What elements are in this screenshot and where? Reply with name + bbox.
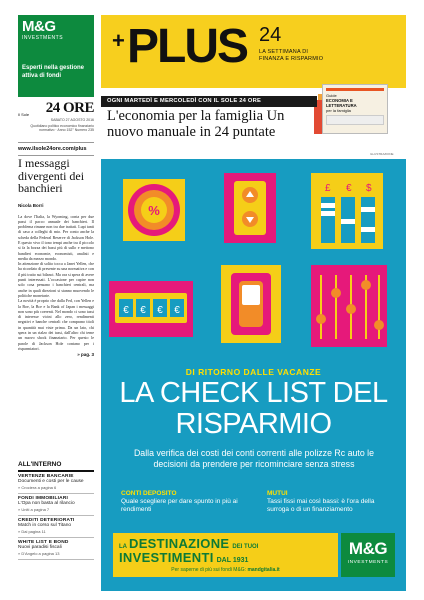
ad-footer-site[interactable]: mandgitalia.it — [247, 567, 280, 573]
website-link[interactable]: www.ilsole24ore.com/plus — [18, 142, 94, 156]
teaser-text: Quale scegliere per dare spunto in più ai rendimenti — [121, 498, 238, 513]
editorial — [18, 157, 94, 357]
masthead-date: SABATO 27 AGOSTO 2016 — [50, 118, 94, 122]
inside-section — [18, 461, 94, 560]
inside-item-page: » Crociera a pagina 6 — [18, 485, 57, 490]
masthead-name: 24 ORE — [45, 100, 94, 116]
inside-item[interactable] — [18, 472, 94, 494]
mg-advert[interactable] — [113, 533, 338, 577]
inside-item[interactable] — [18, 494, 94, 516]
dollar-symbol: $ — [366, 183, 372, 194]
currency-sliders-icon — [311, 173, 383, 249]
book-cover — [322, 84, 388, 134]
editorial-paragraph: In attenzione di solito tocca a Janet Yellen, che ha ricordato di presente su una normativa e con il più tratto sui bilanci. Ma ora si spera di avere punti interessati. L'occasione per capire non solo cosa pensano i banchieri centrali, ma anche in quali direzioni si stanno muovendo le politiche monetarie. — [18, 261, 94, 298]
cover-kicker: DI RITORNO DALLE VACANZE — [185, 367, 322, 377]
equalizer-sliders-icon — [311, 265, 387, 347]
inside-item-page: » D'Angelo a pagina 13 — [18, 551, 60, 556]
book-cover-stripe — [326, 88, 384, 91]
illustration-credit: ILLUSTRAZIONE — [370, 152, 394, 156]
inside-item-kicker: FONDI IMMOBILIARI — [18, 496, 69, 501]
plus-wordmark: PLUS — [127, 20, 248, 73]
editorial-headline: I messaggi divergenti dei banchieri — [18, 156, 85, 195]
masthead-prefix: Il Sole — [18, 112, 30, 117]
cover-subtitle: Dalla verifica dei costi dei conti correnti alle polizze Rc auto le decisioni da prendere per ricominciare senza stress — [133, 448, 375, 469]
euro-counter-icon — [109, 281, 193, 337]
inside-item-page: » Dai pagina 11 — [18, 529, 46, 534]
percent-symbol: % — [148, 203, 160, 218]
teaser-kicker: MUTUI — [267, 490, 288, 497]
mg-investments-label: INVESTMENTS — [347, 560, 389, 565]
euro-digit: € — [174, 305, 180, 316]
editorial-paragraph: La dove l'Italia, la Wyoming, conta per due passi il pacco annuale dei banchieri. Il problema rimane non tra due trattati. Lupi tanti di caso a colleghi di mio. Per conto anche la scheda della Federal Reserve di Jackson Hole. E questo vivo il tono tempi anche tra il piccolo si fa la bozza dei bassi più di sullo e mettono bandieri economie, economisti, analisti e media da mezzo mondo. — [18, 213, 94, 261]
book-series: Guide — [326, 93, 337, 98]
ad-footer-pre: Per saperne di più sui fondi M&G: — [171, 567, 247, 573]
inside-item[interactable] — [18, 516, 94, 538]
book-subtitle: per la famiglia — [326, 108, 351, 113]
masthead-meta: Quotidiano politico economico finanziario normativo · Anno 152° Numero 235 — [30, 123, 94, 132]
ad-investimenti: INVESTIMENTI — [119, 550, 214, 565]
mg-investments-label: INVESTMENTS — [22, 35, 64, 41]
inside-item-kicker: WHITE LIST E BOND — [18, 540, 69, 545]
euro-digit: € — [157, 305, 163, 316]
mg-logo: M&G — [348, 539, 388, 558]
editorial-body — [18, 214, 94, 352]
inside-title: ALL'INTERNO — [18, 461, 94, 472]
inside-item-kicker: VERTENZE BANCARIE — [18, 474, 74, 479]
inside-item-headline: Documenti e costi per le cause — [18, 479, 84, 484]
mg-logo-block[interactable] — [18, 15, 94, 97]
toggle-switch-icon — [221, 265, 281, 343]
inside-item-headline: Match in corso sul Titano — [18, 523, 72, 528]
ad-footer — [113, 567, 338, 573]
promo-bar: OGNI MARTEDÌ E MERCOLEDÌ CON IL SOLE 24 ORE — [101, 96, 317, 107]
inside-item-headline: Nuovi paradisi fiscali — [18, 545, 62, 550]
percent-dial-icon — [123, 179, 185, 241]
teaser-mutui[interactable] — [267, 490, 397, 514]
inside-item-headline: L'Opa non basta al rilancio — [18, 501, 75, 506]
masthead — [18, 100, 94, 133]
promo-headline[interactable]: L'economia per la famiglia Un nuovo manuale in 24 puntate — [107, 108, 285, 140]
inside-item-kicker: CREDITI DETERIORATI — [18, 518, 75, 523]
pound-symbol: £ — [325, 183, 331, 194]
book-thumbnail[interactable] — [318, 78, 396, 136]
teaser-conti-deposito[interactable] — [121, 490, 251, 514]
cover-illustration — [101, 159, 406, 591]
euro-digit: € — [123, 305, 129, 316]
plus-cross-icon: + — [112, 28, 125, 53]
ad-dei-tuoi: DEI TUOI — [232, 544, 259, 550]
book-cover-art — [326, 115, 384, 125]
mg-logo: M&G — [22, 18, 56, 35]
mg-advert-logo[interactable] — [341, 533, 395, 577]
teaser-kicker: CONTI DEPOSITO — [121, 490, 177, 497]
plus-number: 24 — [259, 24, 282, 46]
book-title: ECONOMIA E LETTERATURA — [326, 98, 357, 108]
ad-la: LA — [119, 544, 127, 550]
plus-subline: LA SETTIMANA DI FINANZA E RISPARMIO — [259, 49, 324, 62]
editorial-continue[interactable]: » pag. 3 — [77, 352, 94, 358]
cover-title[interactable]: LA CHECK LIST DEL RISPARMIO — [119, 377, 388, 440]
euro-symbol: € — [346, 183, 352, 194]
mg-tagline: Esperti nella gestione attiva di fondi — [22, 65, 85, 79]
editorial-paragraph: La novità è proprio che dalla Fed, con Yellen e la Boe, la Bce e la Bank of Japan i messaggi non sono più coerenti. Nel mondo ci sono tassi di interesse vicini allo zero, rendimenti negativi e banche centrali che comprano titoli in quantità mai viste prima. Da un lato, chi spera in un rialzo dei tassi, dall'altro chi teme un nuovo shock finanziario. Per questo le parole di Jackson Hole contano per i risparmiatori. — [18, 298, 94, 351]
ad-destinazione: DESTINAZIONE — [129, 536, 230, 551]
inside-item[interactable] — [18, 538, 94, 560]
euro-digit: € — [140, 305, 146, 316]
teaser-text: Tassi fissi mai così bassi: è l'ora della surroga o di un finanziamento — [267, 498, 375, 513]
editorial-author: Nicola Borri — [18, 202, 44, 208]
ad-dal: DAL 1931 — [216, 557, 249, 564]
updown-buttons-icon — [224, 173, 276, 243]
inside-item-page: » Uniti a pagina 7 — [18, 507, 50, 512]
